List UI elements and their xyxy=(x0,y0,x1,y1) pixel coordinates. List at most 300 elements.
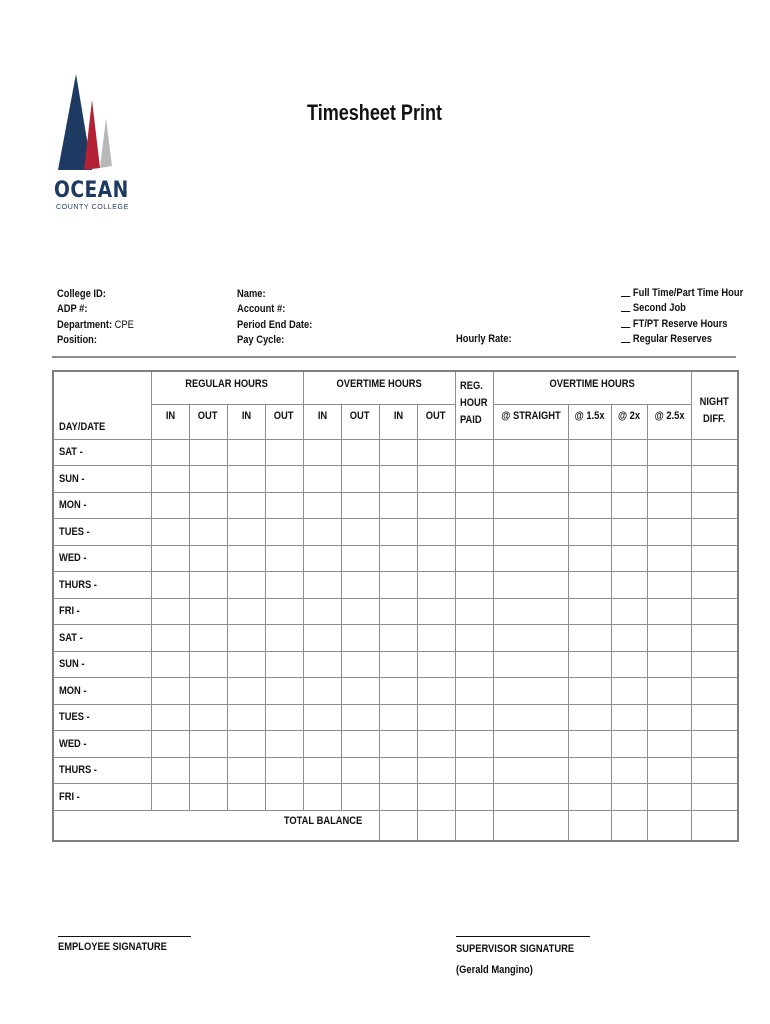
time-entry-cell[interactable] xyxy=(568,784,611,811)
time-entry-cell[interactable] xyxy=(647,757,691,784)
time-entry-cell[interactable] xyxy=(417,598,455,625)
position-label: Position: xyxy=(57,333,98,346)
time-entry-cell[interactable] xyxy=(611,678,647,705)
time-entry-cell[interactable] xyxy=(341,678,379,705)
time-entry-cell[interactable] xyxy=(493,784,568,811)
time-entry-cell[interactable] xyxy=(265,651,303,678)
time-entry-cell[interactable] xyxy=(568,572,611,599)
day-label-cell xyxy=(53,651,151,678)
time-entry-cell[interactable] xyxy=(647,466,691,493)
time-entry-cell[interactable] xyxy=(691,572,738,599)
option-ftpt-reserve[interactable] xyxy=(621,317,743,332)
time-entry-cell[interactable] xyxy=(379,466,417,493)
time-entry-cell[interactable] xyxy=(151,784,189,811)
time-entry-cell[interactable] xyxy=(341,598,379,625)
total-cell[interactable] xyxy=(379,810,417,841)
time-entry-cell[interactable] xyxy=(379,731,417,758)
time-entry-cell[interactable] xyxy=(151,651,189,678)
time-entry-cell[interactable] xyxy=(611,625,647,652)
time-entry-cell[interactable] xyxy=(379,439,417,466)
time-entry-cell[interactable] xyxy=(227,704,265,731)
option-label: Regular Reserves xyxy=(632,332,712,345)
time-entry-cell[interactable] xyxy=(568,492,611,519)
table-row xyxy=(53,625,738,652)
time-entry-cell[interactable] xyxy=(455,545,493,572)
time-entry-cell[interactable] xyxy=(303,784,341,811)
time-entry-cell[interactable] xyxy=(189,466,227,493)
time-entry-cell[interactable] xyxy=(647,545,691,572)
supervisor-signature-line[interactable] xyxy=(456,936,590,937)
time-entry-cell[interactable] xyxy=(417,784,455,811)
time-entry-cell[interactable] xyxy=(647,492,691,519)
time-entry-cell[interactable] xyxy=(151,545,189,572)
time-entry-cell[interactable] xyxy=(647,678,691,705)
info-column-1 xyxy=(57,287,134,348)
time-entry-cell[interactable] xyxy=(568,545,611,572)
time-entry-cell[interactable] xyxy=(227,651,265,678)
day-label-cell xyxy=(53,704,151,731)
time-entry-cell[interactable] xyxy=(493,572,568,599)
time-entry-cell[interactable] xyxy=(265,625,303,652)
option-blank-line xyxy=(621,286,630,297)
day-rows xyxy=(53,439,738,810)
time-entry-cell[interactable] xyxy=(568,625,611,652)
day-label-cell xyxy=(53,439,151,466)
day-label: SUN - xyxy=(59,658,85,671)
reg-label: REG. xyxy=(459,380,483,392)
ot-1-5x-header xyxy=(568,404,611,439)
time-entry-cell[interactable] xyxy=(647,625,691,652)
account-label: Account #: xyxy=(237,303,286,316)
day-label: MON - xyxy=(59,499,87,512)
day-date-header xyxy=(53,371,151,439)
time-entry-cell[interactable] xyxy=(265,784,303,811)
time-entry-cell[interactable] xyxy=(151,731,189,758)
time-entry-cell[interactable] xyxy=(493,466,568,493)
time-entry-cell[interactable] xyxy=(647,704,691,731)
table-row xyxy=(53,572,738,599)
time-entry-cell[interactable] xyxy=(611,784,647,811)
ot-2-5x-label: @ 2.5x xyxy=(654,409,685,422)
time-entry-cell[interactable] xyxy=(189,731,227,758)
time-entry-cell[interactable] xyxy=(493,651,568,678)
time-entry-cell[interactable] xyxy=(568,704,611,731)
time-entry-cell[interactable] xyxy=(493,545,568,572)
time-entry-cell[interactable] xyxy=(189,545,227,572)
time-entry-cell[interactable] xyxy=(691,545,738,572)
time-entry-cell[interactable] xyxy=(341,466,379,493)
time-entry-cell[interactable] xyxy=(189,572,227,599)
time-entry-cell[interactable] xyxy=(455,466,493,493)
time-entry-cell[interactable] xyxy=(691,466,738,493)
time-entry-cell[interactable] xyxy=(611,572,647,599)
time-entry-cell[interactable] xyxy=(227,678,265,705)
timesheet-table xyxy=(52,370,739,842)
day-label: FRI - xyxy=(59,605,80,618)
time-entry-cell[interactable] xyxy=(151,492,189,519)
divider xyxy=(52,356,736,358)
day-label: THURS - xyxy=(59,578,97,591)
time-entry-cell[interactable] xyxy=(455,492,493,519)
time-entry-cell[interactable] xyxy=(611,731,647,758)
time-entry-cell[interactable] xyxy=(303,545,341,572)
time-entry-cell[interactable] xyxy=(691,678,738,705)
time-entry-cell[interactable] xyxy=(417,625,455,652)
time-entry-cell[interactable] xyxy=(189,625,227,652)
day-label: SAT - xyxy=(59,446,83,459)
table-row xyxy=(53,466,738,493)
time-entry-cell[interactable] xyxy=(647,439,691,466)
time-entry-cell[interactable] xyxy=(379,784,417,811)
time-entry-cell[interactable] xyxy=(417,439,455,466)
time-entry-cell[interactable] xyxy=(303,519,341,546)
time-entry-cell[interactable] xyxy=(691,598,738,625)
time-entry-cell[interactable] xyxy=(265,731,303,758)
day-date-label: DAY/DATE xyxy=(59,420,106,433)
time-entry-cell[interactable] xyxy=(647,598,691,625)
time-entry-cell[interactable] xyxy=(493,757,568,784)
time-entry-cell[interactable] xyxy=(227,545,265,572)
overtime-out-1 xyxy=(341,404,379,439)
logo-red-sail xyxy=(84,100,100,170)
time-entry-cell[interactable] xyxy=(227,731,265,758)
time-entry-cell[interactable] xyxy=(227,439,265,466)
table-row xyxy=(53,492,738,519)
ot-2x-header xyxy=(611,404,647,439)
time-entry-cell[interactable] xyxy=(417,651,455,678)
time-entry-cell[interactable] xyxy=(568,757,611,784)
time-entry-cell[interactable] xyxy=(341,519,379,546)
time-entry-cell[interactable] xyxy=(647,519,691,546)
time-entry-cell[interactable] xyxy=(341,784,379,811)
time-entry-cell[interactable] xyxy=(151,572,189,599)
time-entry-cell[interactable] xyxy=(303,598,341,625)
total-balance-row xyxy=(53,810,738,841)
total-cell[interactable] xyxy=(417,810,455,841)
day-label: FRI - xyxy=(59,790,80,803)
time-entry-cell[interactable] xyxy=(691,784,738,811)
name-label: Name: xyxy=(237,288,266,300)
employment-type-options xyxy=(621,286,743,347)
day-label-cell xyxy=(53,572,151,599)
time-entry-cell[interactable] xyxy=(189,651,227,678)
time-entry-cell[interactable] xyxy=(341,545,379,572)
day-label-cell xyxy=(53,598,151,625)
regular-hours-header xyxy=(151,371,303,404)
time-entry-cell[interactable] xyxy=(341,572,379,599)
time-entry-cell[interactable] xyxy=(227,519,265,546)
total-cell[interactable] xyxy=(493,810,568,841)
time-entry-cell[interactable] xyxy=(265,545,303,572)
time-entry-cell[interactable] xyxy=(189,757,227,784)
time-entry-cell[interactable] xyxy=(417,757,455,784)
overtime-hours-header xyxy=(303,371,455,404)
time-entry-cell[interactable] xyxy=(455,625,493,652)
time-entry-cell[interactable] xyxy=(417,519,455,546)
time-entry-cell[interactable] xyxy=(691,519,738,546)
time-entry-cell[interactable] xyxy=(341,492,379,519)
option-label: Full Time/Part Time Hour xyxy=(632,287,744,299)
time-entry-cell[interactable] xyxy=(227,757,265,784)
time-entry-cell[interactable] xyxy=(151,625,189,652)
paid-label: PAID xyxy=(459,414,482,426)
time-entry-cell[interactable] xyxy=(647,784,691,811)
time-entry-cell[interactable] xyxy=(455,784,493,811)
time-entry-cell[interactable] xyxy=(691,704,738,731)
time-entry-cell[interactable] xyxy=(493,625,568,652)
time-entry-cell[interactable] xyxy=(265,466,303,493)
time-entry-cell[interactable] xyxy=(647,651,691,678)
time-entry-cell[interactable] xyxy=(151,466,189,493)
regular-hours-label: REGULAR HOURS xyxy=(185,378,269,390)
time-entry-cell[interactable] xyxy=(151,757,189,784)
time-entry-cell[interactable] xyxy=(455,704,493,731)
time-entry-cell[interactable] xyxy=(568,439,611,466)
time-entry-cell[interactable] xyxy=(493,704,568,731)
total-balance-label: TOTAL BALANCE xyxy=(284,814,363,827)
time-entry-cell[interactable] xyxy=(379,625,417,652)
day-label: THURS - xyxy=(59,764,97,777)
time-entry-cell[interactable] xyxy=(303,678,341,705)
time-entry-cell[interactable] xyxy=(303,466,341,493)
time-entry-cell[interactable] xyxy=(455,598,493,625)
total-cell[interactable] xyxy=(568,810,611,841)
employee-signature-label: EMPLOYEE SIGNATURE xyxy=(58,941,167,953)
time-entry-cell[interactable] xyxy=(303,439,341,466)
time-entry-cell[interactable] xyxy=(691,757,738,784)
time-entry-cell[interactable] xyxy=(227,625,265,652)
time-entry-cell[interactable] xyxy=(151,678,189,705)
time-entry-cell[interactable] xyxy=(417,572,455,599)
day-label-cell xyxy=(53,492,151,519)
department-row xyxy=(57,318,134,333)
time-entry-cell[interactable] xyxy=(493,492,568,519)
option-label: FT/PT Reserve Hours xyxy=(632,317,728,330)
option-full-time-part-time[interactable] xyxy=(621,286,743,301)
time-entry-cell[interactable] xyxy=(611,492,647,519)
total-cell[interactable] xyxy=(455,810,493,841)
time-entry-cell[interactable] xyxy=(151,598,189,625)
overtime-hours-2-header xyxy=(493,371,691,404)
option-blank-line xyxy=(621,332,630,343)
day-label-cell xyxy=(53,466,151,493)
overtime-out-2 xyxy=(417,404,455,439)
table-row xyxy=(53,704,738,731)
time-entry-cell[interactable] xyxy=(493,678,568,705)
time-entry-cell[interactable] xyxy=(379,651,417,678)
option-blank-line xyxy=(621,301,630,312)
day-label-cell xyxy=(53,678,151,705)
total-cell[interactable] xyxy=(691,810,738,841)
info-column-2 xyxy=(237,287,312,348)
ot-straight-label: @ STRAIGHT xyxy=(500,409,561,422)
time-entry-cell[interactable] xyxy=(691,625,738,652)
out-label: OUT xyxy=(426,409,446,422)
time-entry-cell[interactable] xyxy=(568,651,611,678)
time-entry-cell[interactable] xyxy=(455,731,493,758)
time-entry-cell[interactable] xyxy=(611,466,647,493)
time-entry-cell[interactable] xyxy=(493,731,568,758)
time-entry-cell[interactable] xyxy=(568,598,611,625)
time-entry-cell[interactable] xyxy=(265,439,303,466)
out-label: OUT xyxy=(198,409,218,422)
day-label: TUES - xyxy=(59,711,90,724)
day-label: WED - xyxy=(59,552,87,565)
time-entry-cell[interactable] xyxy=(493,439,568,466)
table-row xyxy=(53,598,738,625)
table-row xyxy=(53,757,738,784)
time-entry-cell[interactable] xyxy=(379,572,417,599)
time-entry-cell[interactable] xyxy=(341,651,379,678)
option-second-job[interactable] xyxy=(621,301,743,316)
time-entry-cell[interactable] xyxy=(265,598,303,625)
time-entry-cell[interactable] xyxy=(611,704,647,731)
time-entry-cell[interactable] xyxy=(379,757,417,784)
day-label-cell xyxy=(53,519,151,546)
time-entry-cell[interactable] xyxy=(265,678,303,705)
total-cell[interactable] xyxy=(611,810,647,841)
day-label-cell xyxy=(53,757,151,784)
time-entry-cell[interactable] xyxy=(691,651,738,678)
time-entry-cell[interactable] xyxy=(265,519,303,546)
time-entry-cell[interactable] xyxy=(568,731,611,758)
time-entry-cell[interactable] xyxy=(189,439,227,466)
overtime-in-1 xyxy=(303,404,341,439)
time-entry-cell[interactable] xyxy=(341,625,379,652)
time-entry-cell[interactable] xyxy=(265,704,303,731)
time-entry-cell[interactable] xyxy=(647,572,691,599)
total-balance-label-cell xyxy=(53,810,379,841)
time-entry-cell[interactable] xyxy=(455,572,493,599)
period-end-date-label: Period End Date: xyxy=(237,318,313,331)
time-entry-cell[interactable] xyxy=(455,519,493,546)
time-entry-cell[interactable] xyxy=(227,784,265,811)
time-entry-cell[interactable] xyxy=(611,757,647,784)
time-entry-cell[interactable] xyxy=(227,572,265,599)
table-row xyxy=(53,545,738,572)
time-entry-cell[interactable] xyxy=(691,439,738,466)
time-entry-cell[interactable] xyxy=(647,731,691,758)
day-label: TUES - xyxy=(59,525,90,538)
regular-in-1 xyxy=(151,404,189,439)
time-entry-cell[interactable] xyxy=(341,439,379,466)
ot-2-5x-header xyxy=(647,404,691,439)
time-entry-cell[interactable] xyxy=(303,492,341,519)
time-entry-cell[interactable] xyxy=(455,757,493,784)
table-row xyxy=(53,731,738,758)
time-entry-cell[interactable] xyxy=(379,704,417,731)
time-entry-cell[interactable] xyxy=(303,651,341,678)
page-title: Timesheet Print xyxy=(307,100,443,125)
day-label-cell xyxy=(53,625,151,652)
employee-signature-line[interactable] xyxy=(58,936,191,937)
time-entry-cell[interactable] xyxy=(151,519,189,546)
time-entry-cell[interactable] xyxy=(611,519,647,546)
table-row xyxy=(53,651,738,678)
ot-1-5x-label: @ 1.5x xyxy=(574,409,605,422)
time-entry-cell[interactable] xyxy=(417,731,455,758)
reg-hour-paid-header xyxy=(455,371,493,439)
day-label-cell xyxy=(53,545,151,572)
time-entry-cell[interactable] xyxy=(455,678,493,705)
time-entry-cell[interactable] xyxy=(611,598,647,625)
out-label: OUT xyxy=(350,409,370,422)
time-entry-cell[interactable] xyxy=(227,492,265,519)
day-label: MON - xyxy=(59,684,87,697)
time-entry-cell[interactable] xyxy=(611,439,647,466)
diff-label: DIFF. xyxy=(703,413,726,425)
time-entry-cell[interactable] xyxy=(691,731,738,758)
time-entry-cell[interactable] xyxy=(455,651,493,678)
time-entry-cell[interactable] xyxy=(303,704,341,731)
department-label: Department: xyxy=(57,318,113,331)
time-entry-cell[interactable] xyxy=(341,704,379,731)
time-entry-cell[interactable] xyxy=(189,784,227,811)
time-entry-cell[interactable] xyxy=(303,757,341,784)
time-entry-cell[interactable] xyxy=(417,466,455,493)
time-entry-cell[interactable] xyxy=(611,651,647,678)
time-entry-cell[interactable] xyxy=(611,545,647,572)
time-entry-cell[interactable] xyxy=(227,466,265,493)
time-entry-cell[interactable] xyxy=(568,466,611,493)
time-entry-cell[interactable] xyxy=(379,598,417,625)
time-entry-cell[interactable] xyxy=(417,545,455,572)
time-entry-cell[interactable] xyxy=(265,492,303,519)
time-entry-cell[interactable] xyxy=(189,519,227,546)
time-entry-cell[interactable] xyxy=(341,731,379,758)
in-label: IN xyxy=(317,409,327,422)
time-entry-cell[interactable] xyxy=(303,572,341,599)
time-entry-cell[interactable] xyxy=(189,704,227,731)
time-entry-cell[interactable] xyxy=(379,545,417,572)
night-label: NIGHT xyxy=(699,396,729,408)
time-entry-cell[interactable] xyxy=(151,704,189,731)
night-diff-header xyxy=(691,371,738,439)
time-entry-cell[interactable] xyxy=(189,678,227,705)
time-entry-cell[interactable] xyxy=(189,598,227,625)
ot-straight-header xyxy=(493,404,568,439)
time-entry-cell[interactable] xyxy=(189,492,227,519)
time-entry-cell[interactable] xyxy=(568,678,611,705)
in-label: IN xyxy=(165,409,175,422)
regular-in-2 xyxy=(227,404,265,439)
in-label: IN xyxy=(241,409,251,422)
logo-wordmark: OCEAN xyxy=(54,178,129,203)
time-entry-cell[interactable] xyxy=(151,439,189,466)
time-entry-cell[interactable] xyxy=(265,572,303,599)
time-entry-cell[interactable] xyxy=(417,678,455,705)
time-entry-cell[interactable] xyxy=(568,519,611,546)
time-entry-cell[interactable] xyxy=(493,519,568,546)
time-entry-cell[interactable] xyxy=(417,704,455,731)
time-entry-cell[interactable] xyxy=(379,678,417,705)
time-entry-cell[interactable] xyxy=(493,598,568,625)
total-cell[interactable] xyxy=(647,810,691,841)
time-entry-cell[interactable] xyxy=(341,757,379,784)
hourly-rate-label: Hourly Rate: xyxy=(456,333,512,345)
time-entry-cell[interactable] xyxy=(227,598,265,625)
option-regular-reserves[interactable] xyxy=(621,332,743,347)
time-entry-cell[interactable] xyxy=(303,731,341,758)
time-entry-cell[interactable] xyxy=(417,492,455,519)
time-entry-cell[interactable] xyxy=(691,492,738,519)
time-entry-cell[interactable] xyxy=(303,625,341,652)
time-entry-cell[interactable] xyxy=(455,439,493,466)
department-value: CPE xyxy=(114,318,134,331)
time-entry-cell[interactable] xyxy=(265,757,303,784)
time-entry-cell[interactable] xyxy=(379,519,417,546)
time-entry-cell[interactable] xyxy=(379,492,417,519)
